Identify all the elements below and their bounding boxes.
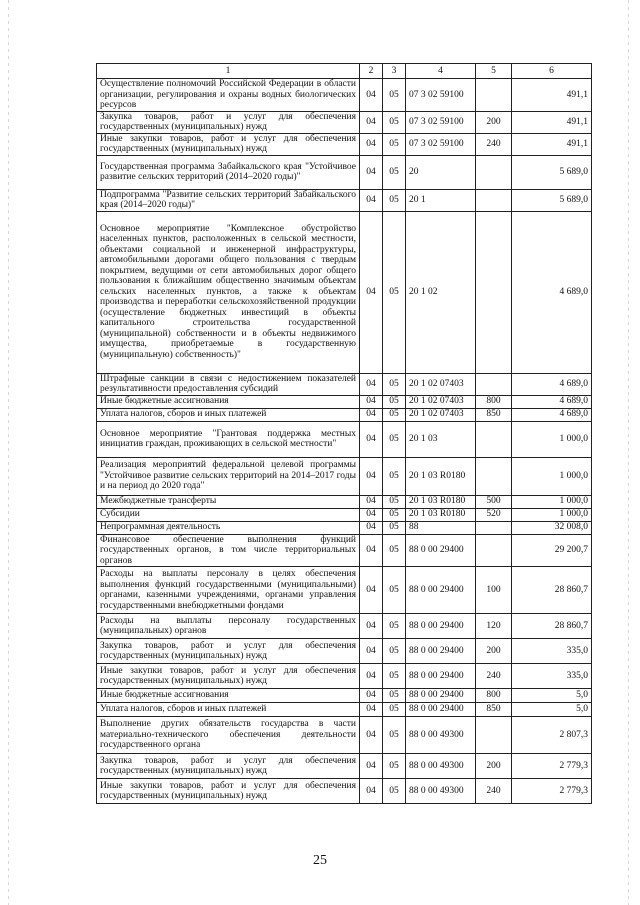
table-row — [97, 79, 592, 112]
expense-type-cell: 240 — [476, 664, 512, 689]
expense-type-cell: 120 — [476, 614, 512, 639]
section-code-cell: 04 — [360, 717, 383, 754]
table-row — [97, 111, 592, 133]
expense-type-cell: 800 — [476, 395, 512, 408]
expense-type-cell: 520 — [476, 508, 512, 521]
amount-cell: 2 779,3 — [512, 754, 592, 779]
expense-type-cell — [476, 189, 512, 211]
subsection-code-cell: 05 — [383, 395, 406, 408]
section-code-cell: 04 — [360, 754, 383, 779]
subsection-code-cell: 05 — [383, 373, 406, 395]
amount-cell: 5,0 — [512, 689, 592, 703]
expense-type-cell — [476, 457, 512, 495]
amount-cell: 32 008,0 — [512, 521, 592, 534]
section-code-cell: 04 — [360, 373, 383, 395]
section-code-cell: 04 — [360, 408, 383, 421]
section-code-cell: 04 — [360, 111, 383, 133]
subsection-code-cell: 05 — [383, 534, 406, 567]
table-row — [97, 421, 592, 457]
expense-name-cell: Межбюджетные трансферты — [97, 495, 360, 508]
amount-cell: 491,1 — [512, 79, 592, 112]
expense-name-cell: Уплата налогов, сборов и иных платежей — [97, 408, 360, 421]
amount-cell: 2 807,3 — [512, 717, 592, 754]
subsection-code-cell: 05 — [383, 521, 406, 534]
target-article-cell: 20 1 03 R0180 — [406, 457, 476, 495]
table-row — [97, 703, 592, 717]
amount-cell: 4 689,0 — [512, 373, 592, 395]
expense-name-cell: Государственная программа Забайкальского края "Устойчивое развитие сельских территорий (2014–2020 годы)" — [97, 155, 360, 189]
expense-type-cell — [476, 79, 512, 112]
table-row — [97, 373, 592, 395]
table-row — [97, 779, 592, 804]
amount-cell: 4 689,0 — [512, 211, 592, 373]
expense-name-cell: Иные бюджетные ассигнования — [97, 689, 360, 703]
table-row — [97, 155, 592, 189]
section-code-cell: 04 — [360, 521, 383, 534]
section-code-cell: 04 — [360, 664, 383, 689]
expense-name-cell: Расходы на выплаты персоналу государственных (муниципальных) органов — [97, 614, 360, 639]
expense-type-cell: 800 — [476, 689, 512, 703]
section-code-cell: 04 — [360, 779, 383, 804]
target-article-cell: 88 0 00 49300 — [406, 717, 476, 754]
expense-type-cell: 500 — [476, 495, 512, 508]
amount-cell: 5 689,0 — [512, 155, 592, 189]
amount-cell: 335,0 — [512, 639, 592, 664]
table-row — [97, 754, 592, 779]
section-code-cell: 04 — [360, 639, 383, 664]
section-code-cell: 04 — [360, 495, 383, 508]
target-article-cell: 20 1 03 — [406, 421, 476, 457]
target-article-cell: 88 0 00 49300 — [406, 754, 476, 779]
table-body — [97, 79, 592, 804]
section-code-cell: 04 — [360, 567, 383, 614]
target-article-cell: 07 3 02 59100 — [406, 111, 476, 133]
subsection-code-cell: 05 — [383, 717, 406, 754]
header-cell-2: 2 — [360, 64, 383, 79]
expense-name-cell: Иные закупки товаров, работ и услуг для обеспечения государственных (муниципальных) нужд — [97, 133, 360, 155]
section-code-cell: 04 — [360, 395, 383, 408]
subsection-code-cell: 05 — [383, 754, 406, 779]
amount-cell: 4 689,0 — [512, 408, 592, 421]
amount-cell: 28 860,7 — [512, 567, 592, 614]
table-row — [97, 639, 592, 664]
amount-cell: 28 860,7 — [512, 614, 592, 639]
expense-type-cell: 240 — [476, 779, 512, 804]
table-row — [97, 211, 592, 373]
subsection-code-cell: 05 — [383, 421, 406, 457]
subsection-code-cell: 05 — [383, 211, 406, 373]
target-article-cell: 88 0 00 29400 — [406, 567, 476, 614]
table-row — [97, 495, 592, 508]
subsection-code-cell: 05 — [383, 703, 406, 717]
expense-name-cell: Выполнение других обязательств государства в части материально-технического обеспечения деятельности государственного органа — [97, 717, 360, 754]
amount-cell: 29 200,7 — [512, 534, 592, 567]
subsection-code-cell: 05 — [383, 689, 406, 703]
table-row — [97, 133, 592, 155]
table-row — [97, 408, 592, 421]
section-code-cell: 04 — [360, 155, 383, 189]
expense-name-cell: Закупка товаров, работ и услуг для обеспечения государственных (муниципальных) нужд — [97, 111, 360, 133]
target-article-cell: 88 0 00 49300 — [406, 779, 476, 804]
amount-cell: 1 000,0 — [512, 457, 592, 495]
amount-cell: 335,0 — [512, 664, 592, 689]
target-article-cell: 88 0 00 29400 — [406, 664, 476, 689]
section-code-cell: 04 — [360, 421, 383, 457]
subsection-code-cell: 05 — [383, 779, 406, 804]
expense-type-cell: 200 — [476, 754, 512, 779]
section-code-cell: 04 — [360, 689, 383, 703]
table-row — [97, 614, 592, 639]
expense-type-cell — [476, 521, 512, 534]
amount-cell: 5 689,0 — [512, 189, 592, 211]
expense-name-cell: Иные закупки товаров, работ и услуг для обеспечения государственных (муниципальных) нужд — [97, 779, 360, 804]
target-article-cell: 20 1 02 07403 — [406, 395, 476, 408]
target-article-cell: 88 0 00 29400 — [406, 639, 476, 664]
expense-name-cell: Субсидии — [97, 508, 360, 521]
subsection-code-cell: 05 — [383, 189, 406, 211]
table-row — [97, 567, 592, 614]
expense-name-cell: Основное мероприятие "Грантовая поддержка местных инициатив граждан, проживающих в сельской местности" — [97, 421, 360, 457]
header-cell-4: 4 — [406, 64, 476, 79]
page-number: 25 — [313, 853, 327, 868]
section-code-cell: 04 — [360, 508, 383, 521]
expense-name-cell: Уплата налогов, сборов и иных платежей — [97, 703, 360, 717]
expense-type-cell: 200 — [476, 111, 512, 133]
target-article-cell: 88 0 00 29400 — [406, 534, 476, 567]
expense-type-cell: 200 — [476, 639, 512, 664]
table-row — [97, 664, 592, 689]
subsection-code-cell: 05 — [383, 457, 406, 495]
subsection-code-cell: 05 — [383, 664, 406, 689]
subsection-code-cell: 05 — [383, 408, 406, 421]
table-row — [97, 689, 592, 703]
table-row — [97, 521, 592, 534]
amount-cell: 1 000,0 — [512, 421, 592, 457]
subsection-code-cell: 05 — [383, 639, 406, 664]
section-code-cell: 04 — [360, 703, 383, 717]
expense-type-cell — [476, 534, 512, 567]
table-row — [97, 534, 592, 567]
expense-type-cell — [476, 717, 512, 754]
expense-type-cell — [476, 373, 512, 395]
table-row — [97, 395, 592, 408]
table-header-row — [97, 64, 592, 79]
target-article-cell: 20 1 — [406, 189, 476, 211]
section-code-cell: 04 — [360, 614, 383, 639]
expense-name-cell: Финансовое обеспечение выполнения функций государственных органов, в том числе территориальных органов — [97, 534, 360, 567]
section-code-cell: 04 — [360, 211, 383, 373]
subsection-code-cell: 05 — [383, 155, 406, 189]
target-article-cell: 20 1 02 07403 — [406, 373, 476, 395]
expense-type-cell — [476, 155, 512, 189]
expense-name-cell: Штрафные санкции в связи с недостижением показателей результативности предоставления субсидий — [97, 373, 360, 395]
section-code-cell: 04 — [360, 79, 383, 112]
amount-cell: 1 000,0 — [512, 508, 592, 521]
amount-cell: 1 000,0 — [512, 495, 592, 508]
target-article-cell: 88 — [406, 521, 476, 534]
table-row — [97, 717, 592, 754]
expense-type-cell: 240 — [476, 133, 512, 155]
expense-name-cell: Расходы на выплаты персоналу в целях обеспечения выполнения функций государственными (муниципальными) органами, казенными учреждениями, органами управления государственными внебюджетными фондами — [97, 567, 360, 614]
expense-name-cell: Закупка товаров, работ и услуг для обеспечения государственных (муниципальных) нужд — [97, 639, 360, 664]
target-article-cell: 07 3 02 59100 — [406, 79, 476, 112]
subsection-code-cell: 05 — [383, 508, 406, 521]
target-article-cell: 20 — [406, 155, 476, 189]
section-code-cell: 04 — [360, 133, 383, 155]
expense-type-cell — [476, 211, 512, 373]
expense-name-cell: Закупка товаров, работ и услуг для обеспечения государственных (муниципальных) нужд — [97, 754, 360, 779]
expense-name-cell: Непрограммная деятельность — [97, 521, 360, 534]
amount-cell: 491,1 — [512, 133, 592, 155]
expense-name-cell: Иные закупки товаров, работ и услуг для обеспечения государственных (муниципальных) нужд — [97, 664, 360, 689]
target-article-cell: 88 0 00 29400 — [406, 703, 476, 717]
subsection-code-cell: 05 — [383, 111, 406, 133]
expense-type-cell: 100 — [476, 567, 512, 614]
header-cell-5: 5 — [476, 64, 512, 79]
expense-name-cell: Подпрограмма "Развитие сельских территорий Забайкальского края (2014–2020 годы)" — [97, 189, 360, 211]
target-article-cell: 20 1 02 — [406, 211, 476, 373]
header-cell-6: 6 — [512, 64, 592, 79]
amount-cell: 4 689,0 — [512, 395, 592, 408]
target-article-cell: 88 0 00 29400 — [406, 614, 476, 639]
target-article-cell: 20 1 03 R0180 — [406, 508, 476, 521]
subsection-code-cell: 05 — [383, 133, 406, 155]
subsection-code-cell: 05 — [383, 79, 406, 112]
expense-name-cell: Основное мероприятие "Комплексное обустройство населенных пунктов, расположенных в сельской местности, объектами социальной и инженерной инфраструктуры, автомобильными дорогами общего пользования с твердым покрытием, ведущими от сети автомобильных дорог общего пользования к ближайшим общественно значимым объектам сельских населенных пунктов, а также к объектам производства и переработки сельскохозяйственной продукции (осуществление бюджетных инвестиций в объекты капитального строительства государственной (муниципальной) собственности и в объекты недвижимого имущества, приобретаемые в государственную (муниципальную) собственность)" — [97, 211, 360, 373]
expense-type-cell — [476, 421, 512, 457]
amount-cell: 491,1 — [512, 111, 592, 133]
header-cell-3: 3 — [383, 64, 406, 79]
subsection-code-cell: 05 — [383, 614, 406, 639]
left-margin-mark — [8, 0, 9, 905]
subsection-code-cell: 05 — [383, 495, 406, 508]
right-margin-mark — [628, 0, 629, 905]
expense-name-cell: Реализация мероприятий федеральной целевой программы "Устойчивое развитие сельских территорий на 2014–2017 годы и на период до 2020 года" — [97, 457, 360, 495]
target-article-cell: 20 1 03 R0180 — [406, 495, 476, 508]
budget-table — [96, 63, 592, 804]
amount-cell: 2 779,3 — [512, 779, 592, 804]
target-article-cell: 20 1 02 07403 — [406, 408, 476, 421]
subsection-code-cell: 05 — [383, 567, 406, 614]
target-article-cell: 07 3 02 59100 — [406, 133, 476, 155]
section-code-cell: 04 — [360, 457, 383, 495]
section-code-cell: 04 — [360, 534, 383, 567]
section-code-cell: 04 — [360, 189, 383, 211]
expense-name-cell: Осуществление полномочий Российской Федерации в области организации, регулирования и охраны водных биологических ресурсов — [97, 79, 360, 112]
expense-type-cell: 850 — [476, 703, 512, 717]
table-row — [97, 457, 592, 495]
table-row — [97, 189, 592, 211]
table-row — [97, 508, 592, 521]
expense-name-cell: Иные бюджетные ассигнования — [97, 395, 360, 408]
header-cell-1: 1 — [97, 64, 360, 79]
target-article-cell: 88 0 00 29400 — [406, 689, 476, 703]
amount-cell: 5,0 — [512, 703, 592, 717]
expense-type-cell: 850 — [476, 408, 512, 421]
